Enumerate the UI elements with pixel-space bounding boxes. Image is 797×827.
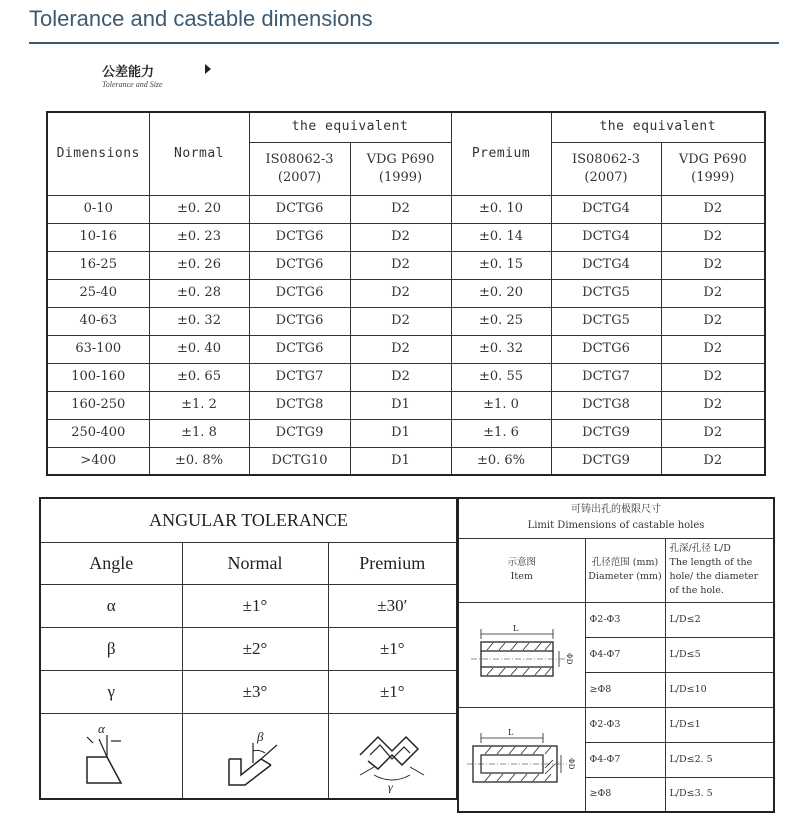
castable-holes-table — [457, 497, 775, 813]
cell-premium: ±0. 25 — [451, 307, 551, 335]
header-vdg-premium — [661, 142, 765, 195]
blind-hole-icon — [463, 724, 581, 794]
beta-label: β — [257, 728, 264, 744]
cell-ratio: L/D≤2 — [665, 602, 774, 637]
gamma-angle-diagram — [328, 713, 457, 799]
table-row — [47, 363, 765, 391]
cell-vdg-premium: D2 — [661, 419, 765, 447]
ratio-cn: 孔深/孔径 L/D — [669, 543, 731, 554]
cell-vdg-normal: D1 — [350, 419, 451, 447]
cell-diameter: ≥Φ8 — [585, 777, 665, 812]
table-row — [47, 307, 765, 335]
header-iso-premium — [551, 142, 661, 195]
header-diameter — [585, 538, 665, 602]
header-vdg-normal — [350, 142, 451, 195]
cell-normal: ±0. 65 — [149, 363, 249, 391]
cell-ratio: L/D≤2. 5 — [665, 742, 774, 777]
alpha-label: α — [98, 720, 106, 736]
length-label: L — [507, 728, 514, 738]
cell-premium: ±0. 14 — [451, 223, 551, 251]
cell-premium: ±1. 6 — [451, 419, 551, 447]
gamma-label: γ — [388, 779, 393, 793]
cell-premium: ±0. 10 — [451, 195, 551, 223]
iso-label: IS08062-3 — [571, 151, 641, 167]
through-hole-diagram — [458, 602, 585, 707]
cell-vdg-premium: D2 — [661, 251, 765, 279]
cell-normal: ±0. 32 — [149, 307, 249, 335]
header-normal: Normal — [182, 542, 328, 584]
cell-iso-normal: DCTG10 — [249, 447, 350, 475]
cell-iso-premium: DCTG7 — [551, 363, 661, 391]
cell-vdg-normal: D2 — [350, 195, 451, 223]
cell-iso-normal: DCTG6 — [249, 279, 350, 307]
ratio-en-3: of the hole. — [669, 585, 724, 596]
caption-chinese: 公差能力 — [102, 65, 155, 80]
cell-vdg-premium: D2 — [661, 391, 765, 419]
cell-vdg-premium: D2 — [661, 223, 765, 251]
angular-tolerance-table — [39, 497, 458, 800]
beta-angle-icon — [215, 719, 295, 793]
cell-vdg-premium: D2 — [661, 363, 765, 391]
cell-vdg-normal: D1 — [350, 391, 451, 419]
cell-premium: ±1° — [328, 670, 457, 713]
table-row — [47, 251, 765, 279]
cell-normal: ±0. 28 — [149, 279, 249, 307]
cell-vdg-premium: D2 — [661, 307, 765, 335]
table-row — [458, 707, 774, 742]
cell-vdg-normal: D2 — [350, 335, 451, 363]
cell-iso-normal: DCTG6 — [249, 307, 350, 335]
cell-normal: ±0. 26 — [149, 251, 249, 279]
cell-ratio: L/D≤10 — [665, 672, 774, 707]
cell-iso-premium: DCTG6 — [551, 335, 661, 363]
vdg-label: VDG P690 — [678, 151, 747, 167]
cell-diameter: Φ2-Φ3 — [585, 602, 665, 637]
cell-premium: ±0. 55 — [451, 363, 551, 391]
range-cn: 孔径范围 (mm) — [591, 557, 659, 568]
cell-iso-normal: DCTG7 — [249, 363, 350, 391]
through-hole-icon — [463, 620, 581, 690]
cell-premium: ±0. 6% — [451, 447, 551, 475]
cell-dimension: 25-40 — [47, 279, 149, 307]
alpha-angle-diagram — [40, 713, 182, 799]
table-row — [47, 195, 765, 223]
vdg-label: VDG P690 — [366, 151, 435, 167]
cell-diameter: Φ2-Φ3 — [585, 707, 665, 742]
cell-iso-premium: DCTG4 — [551, 223, 661, 251]
iso-label: IS08062-3 — [265, 151, 334, 167]
table-row — [40, 670, 457, 713]
cell-dimension: >400 — [47, 447, 149, 475]
cell-angle: γ — [40, 670, 182, 713]
cell-diameter: Φ4-Φ7 — [585, 742, 665, 777]
header-iso-normal — [249, 142, 350, 195]
cell-vdg-normal: D2 — [350, 307, 451, 335]
cell-normal: ±2° — [182, 627, 328, 670]
beta-angle-diagram — [182, 713, 328, 799]
header-dimensions: Dimensions — [47, 112, 149, 195]
table-row — [47, 447, 765, 475]
cell-dimension: 250-400 — [47, 419, 149, 447]
vdg-year: (1999) — [691, 169, 735, 185]
item-cn: 示意图 — [507, 557, 536, 568]
cell-premium: ±30′ — [328, 584, 457, 627]
cell-normal: ±1. 8 — [149, 419, 249, 447]
cell-iso-premium: DCTG4 — [551, 251, 661, 279]
cell-iso-normal: DCTG6 — [249, 195, 350, 223]
header-angle: Angle — [40, 542, 182, 584]
alpha-angle-icon — [71, 719, 151, 793]
cell-premium: ±0. 20 — [451, 279, 551, 307]
cell-iso-premium: DCTG5 — [551, 279, 661, 307]
cell-premium: ±1. 0 — [451, 391, 551, 419]
cell-iso-premium: DCTG9 — [551, 419, 661, 447]
diameter-label: ΦD — [564, 652, 573, 664]
table-row — [47, 391, 765, 419]
table-row — [40, 584, 457, 627]
cell-premium: ±1° — [328, 627, 457, 670]
table-row — [458, 602, 774, 637]
tolerance-table — [46, 111, 766, 476]
angular-title: ANGULAR TOLERANCE — [40, 498, 457, 542]
cell-dimension: 16-25 — [47, 251, 149, 279]
cell-iso-normal: DCTG6 — [249, 223, 350, 251]
cell-iso-normal: DCTG6 — [249, 251, 350, 279]
cell-dimension: 10-16 — [47, 223, 149, 251]
holes-title — [458, 498, 774, 538]
cell-diameter: ≥Φ8 — [585, 672, 665, 707]
page-title: Tolerance and castable dimensions — [29, 6, 373, 31]
cell-normal: ±1° — [182, 584, 328, 627]
cell-ratio: L/D≤1 — [665, 707, 774, 742]
header-normal: Normal — [149, 112, 249, 195]
holes-title-en: Limit Dimensions of castable holes — [527, 520, 705, 532]
table-row — [40, 627, 457, 670]
title-divider — [29, 42, 779, 44]
cell-iso-normal: DCTG8 — [249, 391, 350, 419]
header-equivalent-premium: the equivalent — [551, 112, 765, 142]
header-premium: Premium — [328, 542, 457, 584]
cell-diameter: Φ4-Φ7 — [585, 637, 665, 672]
ratio-en-1: The length of the — [669, 557, 753, 568]
table-row — [47, 223, 765, 251]
table-row — [47, 419, 765, 447]
cell-dimension: 100-160 — [47, 363, 149, 391]
cell-vdg-premium: D2 — [661, 195, 765, 223]
iso-year: (2007) — [277, 169, 322, 185]
cell-vdg-premium: D2 — [661, 279, 765, 307]
range-en: Diameter (mm) — [588, 571, 662, 582]
cell-ratio: L/D≤5 — [665, 637, 774, 672]
gamma-angle-icon — [352, 719, 432, 793]
cell-premium: ±0. 15 — [451, 251, 551, 279]
cell-iso-normal: DCTG6 — [249, 335, 350, 363]
cell-iso-premium: DCTG5 — [551, 307, 661, 335]
item-en: Item — [510, 571, 533, 582]
cell-normal: ±0. 8% — [149, 447, 249, 475]
cell-vdg-normal: D1 — [350, 447, 451, 475]
cell-iso-premium: DCTG4 — [551, 195, 661, 223]
cell-normal: ±0. 40 — [149, 335, 249, 363]
blind-hole-diagram — [458, 707, 585, 812]
cell-angle: α — [40, 584, 182, 627]
cell-dimension: 0-10 — [47, 195, 149, 223]
caption-english: Tolerance and Size — [102, 80, 163, 89]
header-ratio — [665, 538, 774, 602]
cell-dimension: 40-63 — [47, 307, 149, 335]
cell-ratio: L/D≤3. 5 — [665, 777, 774, 812]
header-equivalent-normal: the equivalent — [249, 112, 451, 142]
cell-normal: ±0. 23 — [149, 223, 249, 251]
cell-normal: ±0. 20 — [149, 195, 249, 223]
cell-normal: ±1. 2 — [149, 391, 249, 419]
cell-normal: ±3° — [182, 670, 328, 713]
holes-title-cn: 可铸出孔的极限尺寸 — [571, 504, 662, 516]
iso-year: (2007) — [584, 169, 628, 185]
cell-dimension: 160-250 — [47, 391, 149, 419]
table-row — [47, 279, 765, 307]
cell-vdg-premium: D2 — [661, 447, 765, 475]
cell-premium: ±0. 32 — [451, 335, 551, 363]
cell-vdg-premium: D2 — [661, 335, 765, 363]
cell-vdg-normal: D2 — [350, 251, 451, 279]
diameter-label: ΦD — [566, 758, 575, 770]
cell-vdg-normal: D2 — [350, 363, 451, 391]
header-premium: Premium — [451, 112, 551, 195]
cell-vdg-normal: D2 — [350, 279, 451, 307]
cell-dimension: 63-100 — [47, 335, 149, 363]
cell-angle: β — [40, 627, 182, 670]
table-row — [47, 335, 765, 363]
caret-right-icon — [205, 64, 211, 74]
cell-vdg-normal: D2 — [350, 223, 451, 251]
vdg-year: (1999) — [378, 169, 423, 185]
cell-iso-normal: DCTG9 — [249, 419, 350, 447]
cell-iso-premium: DCTG8 — [551, 391, 661, 419]
ratio-en-2: hole/ the diameter — [669, 571, 759, 582]
length-label: L — [512, 623, 519, 633]
header-item — [458, 538, 585, 602]
cell-iso-premium: DCTG9 — [551, 447, 661, 475]
